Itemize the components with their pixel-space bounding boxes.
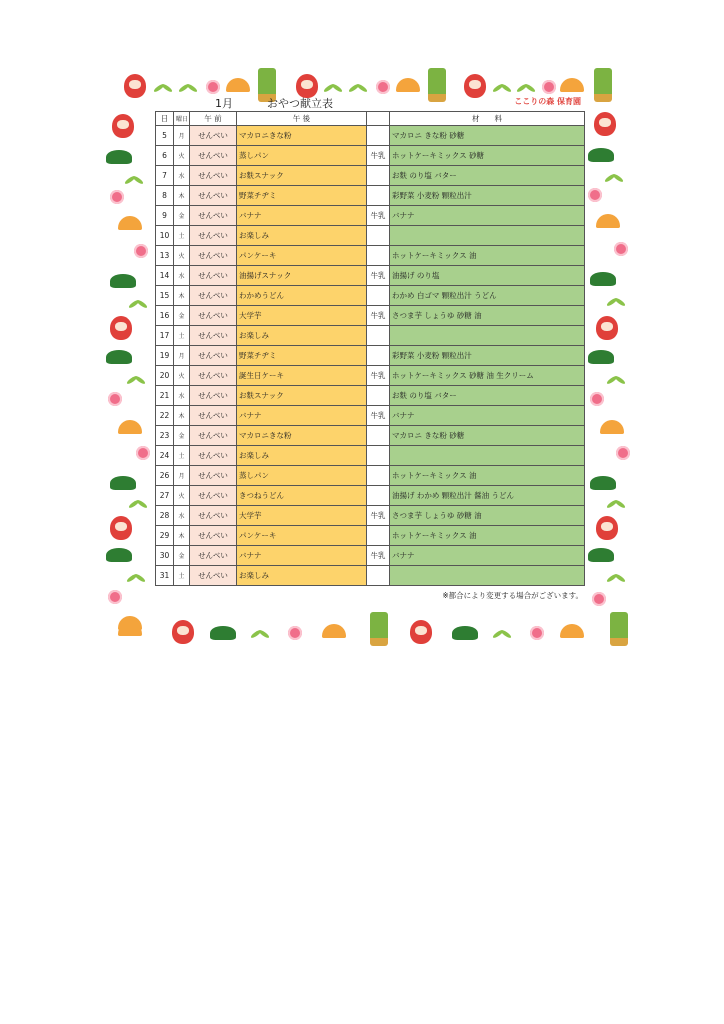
plum-blossom-icon <box>588 188 602 202</box>
date-cell: 31 <box>156 566 174 586</box>
plum-blossom-icon <box>592 592 606 606</box>
date-cell: 13 <box>156 246 174 266</box>
morning-snack-cell: せんべい <box>190 406 237 426</box>
date-cell: 26 <box>156 466 174 486</box>
date-cell: 21 <box>156 386 174 406</box>
kadomatsu-icon <box>610 612 628 646</box>
table-row <box>156 506 585 526</box>
table-row <box>156 466 585 486</box>
drink-cell <box>367 126 390 146</box>
daruma-icon <box>124 74 146 98</box>
plum-blossom-icon <box>614 242 628 256</box>
day-of-week-cell: 土 <box>174 326 190 346</box>
day-of-week-cell: 木 <box>174 186 190 206</box>
daruma-icon <box>594 112 616 136</box>
morning-snack-cell: せんべい <box>190 366 237 386</box>
drink-cell <box>367 286 390 306</box>
morning-snack-cell: せんべい <box>190 166 237 186</box>
pine-icon <box>590 272 616 286</box>
morning-snack-cell: せんべい <box>190 526 237 546</box>
folding-fan-icon <box>226 78 250 92</box>
date-cell: 14 <box>156 266 174 286</box>
day-of-week-cell: 火 <box>174 146 190 166</box>
day-of-week-cell: 金 <box>174 426 190 446</box>
drink-cell: 牛乳 <box>367 206 390 226</box>
materials-cell: さつま芋 しょうゆ 砂糖 油 <box>390 506 585 526</box>
afternoon-snack-cell: マカロニきな粉 <box>237 426 367 446</box>
afternoon-snack-cell: バナナ <box>237 206 367 226</box>
folding-fan-icon <box>322 624 346 638</box>
day-of-week-cell: 火 <box>174 366 190 386</box>
materials-cell: 油揚げ のり塩 <box>390 266 585 286</box>
afternoon-snack-cell: お麩スナック <box>237 386 367 406</box>
pine-icon <box>588 148 614 162</box>
materials-cell <box>390 226 585 246</box>
drink-cell <box>367 446 390 466</box>
plum-blossom-icon <box>136 446 150 460</box>
date-cell: 23 <box>156 426 174 446</box>
table-row <box>156 486 585 506</box>
header-date: 日 <box>156 112 174 126</box>
pine-icon <box>110 476 136 490</box>
drink-cell <box>367 466 390 486</box>
day-of-week-cell: 月 <box>174 126 190 146</box>
plum-blossom-icon <box>542 80 556 94</box>
pine-icon <box>110 274 136 288</box>
morning-snack-cell: せんべい <box>190 266 237 286</box>
day-of-week-cell: 金 <box>174 206 190 226</box>
folding-fan-icon <box>396 78 420 92</box>
bamboo-leaf-icon <box>128 496 148 512</box>
bamboo-leaf-icon <box>126 570 146 586</box>
morning-snack-cell: せんべい <box>190 506 237 526</box>
morning-snack-cell: せんべい <box>190 306 237 326</box>
morning-snack-cell: せんべい <box>190 566 237 586</box>
bamboo-leaf-icon <box>126 372 146 388</box>
morning-snack-cell: せんべい <box>190 466 237 486</box>
folding-fan-icon <box>560 624 584 638</box>
plum-blossom-icon <box>108 392 122 406</box>
table-row <box>156 146 585 166</box>
afternoon-snack-cell: お楽しみ <box>237 226 367 246</box>
date-cell: 28 <box>156 506 174 526</box>
day-of-week-cell: 水 <box>174 506 190 526</box>
pine-icon <box>106 150 132 164</box>
morning-snack-cell: せんべい <box>190 386 237 406</box>
title-row <box>155 94 585 111</box>
drink-cell <box>367 386 390 406</box>
drink-cell <box>367 566 390 586</box>
pine-icon <box>106 350 132 364</box>
materials-cell: マカロニ きな粉 砂糖 <box>390 126 585 146</box>
plum-blossom-icon <box>134 244 148 258</box>
afternoon-snack-cell: 誕生日ケーキ <box>237 366 367 386</box>
daruma-icon <box>596 516 618 540</box>
day-of-week-cell: 水 <box>174 166 190 186</box>
table-row <box>156 406 585 426</box>
afternoon-snack-cell: 大学芋 <box>237 506 367 526</box>
afternoon-snack-cell: バナナ <box>237 406 367 426</box>
drink-cell: 牛乳 <box>367 366 390 386</box>
page-title: おやつ献立表 <box>267 97 333 110</box>
snack-menu-table <box>155 111 585 586</box>
date-cell: 20 <box>156 366 174 386</box>
materials-cell <box>390 566 585 586</box>
pine-icon <box>588 350 614 364</box>
drink-cell <box>367 486 390 506</box>
materials-cell: ホットケーキミックス 油 <box>390 246 585 266</box>
afternoon-snack-cell: お楽しみ <box>237 566 367 586</box>
drink-cell <box>367 166 390 186</box>
materials-cell: ホットケーキミックス 油 <box>390 526 585 546</box>
table-row <box>156 546 585 566</box>
drink-cell: 牛乳 <box>367 306 390 326</box>
materials-cell: お麩 のり塩 バター <box>390 386 585 406</box>
materials-cell: バナナ <box>390 546 585 566</box>
morning-snack-cell: せんべい <box>190 446 237 466</box>
date-cell: 10 <box>156 226 174 246</box>
date-cell: 7 <box>156 166 174 186</box>
day-of-week-cell: 木 <box>174 406 190 426</box>
plum-blossom-icon <box>288 626 302 640</box>
plum-blossom-icon <box>616 446 630 460</box>
bamboo-leaf-icon <box>606 372 626 388</box>
plum-blossom-icon <box>590 392 604 406</box>
materials-cell: バナナ <box>390 406 585 426</box>
plum-blossom-icon <box>110 190 124 204</box>
table-row <box>156 426 585 446</box>
drink-cell <box>367 526 390 546</box>
table-row <box>156 306 585 326</box>
day-of-week-cell: 金 <box>174 546 190 566</box>
snack-menu-sheet <box>155 94 585 601</box>
date-cell: 5 <box>156 126 174 146</box>
drink-cell <box>367 326 390 346</box>
date-cell: 29 <box>156 526 174 546</box>
nursery-logo: ここりの森 保育園 <box>514 97 581 106</box>
daruma-icon <box>112 114 134 138</box>
morning-snack-cell: せんべい <box>190 226 237 246</box>
materials-cell: バナナ <box>390 206 585 226</box>
morning-snack-cell: せんべい <box>190 146 237 166</box>
materials-cell: ホットケーキミックス 砂糖 油 生クリーム <box>390 366 585 386</box>
morning-snack-cell: せんべい <box>190 486 237 506</box>
day-of-week-cell: 土 <box>174 566 190 586</box>
afternoon-snack-cell: マカロニきな粉 <box>237 126 367 146</box>
morning-snack-cell: せんべい <box>190 426 237 446</box>
drink-cell <box>367 426 390 446</box>
date-cell: 6 <box>156 146 174 166</box>
materials-cell: お麩 のり塩 バター <box>390 166 585 186</box>
afternoon-snack-cell: 蒸しパン <box>237 466 367 486</box>
afternoon-snack-cell: パンケーキ <box>237 526 367 546</box>
table-row <box>156 186 585 206</box>
header-materials: 材 料 <box>390 112 585 126</box>
drink-cell <box>367 226 390 246</box>
date-cell: 27 <box>156 486 174 506</box>
date-cell: 16 <box>156 306 174 326</box>
day-of-week-cell: 木 <box>174 286 190 306</box>
folding-fan-icon <box>118 420 142 434</box>
date-cell: 30 <box>156 546 174 566</box>
table-row <box>156 246 585 266</box>
materials-cell: ホットケーキミックス 油 <box>390 466 585 486</box>
afternoon-snack-cell: 野菜チヂミ <box>237 186 367 206</box>
pine-icon <box>590 476 616 490</box>
table-row <box>156 226 585 246</box>
bamboo-leaf-icon <box>606 496 626 512</box>
bamboo-leaf-icon <box>606 570 626 586</box>
date-cell: 22 <box>156 406 174 426</box>
afternoon-snack-cell: きつねうどん <box>237 486 367 506</box>
plum-blossom-icon <box>206 80 220 94</box>
table-row <box>156 346 585 366</box>
plum-blossom-icon <box>376 80 390 94</box>
afternoon-snack-cell: パンケーキ <box>237 246 367 266</box>
folding-fan-icon <box>118 216 142 230</box>
date-cell: 9 <box>156 206 174 226</box>
morning-snack-cell: せんべい <box>190 126 237 146</box>
table-row <box>156 126 585 146</box>
drink-cell: 牛乳 <box>367 406 390 426</box>
morning-snack-cell: せんべい <box>190 546 237 566</box>
materials-cell: わかめ 白ゴマ 顆粒出汁 うどん <box>390 286 585 306</box>
folding-fan-icon <box>560 78 584 92</box>
drink-cell: 牛乳 <box>367 146 390 166</box>
pine-icon <box>106 548 132 562</box>
bamboo-leaf-icon <box>604 170 624 186</box>
bamboo-leaf-icon <box>128 296 148 312</box>
table-row <box>156 266 585 286</box>
kadomatsu-icon <box>594 68 612 102</box>
morning-snack-cell: せんべい <box>190 346 237 366</box>
change-notice: ※都合により変更する場合がございます。 <box>442 591 583 600</box>
date-cell: 24 <box>156 446 174 466</box>
day-of-week-cell: 金 <box>174 306 190 326</box>
drink-cell <box>367 246 390 266</box>
day-of-week-cell: 土 <box>174 226 190 246</box>
morning-snack-cell: せんべい <box>190 326 237 346</box>
afternoon-snack-cell: 油揚げスナック <box>237 266 367 286</box>
afternoon-snack-cell: お楽しみ <box>237 446 367 466</box>
daruma-icon <box>410 620 432 644</box>
afternoon-snack-cell: お麩スナック <box>237 166 367 186</box>
drink-cell: 牛乳 <box>367 266 390 286</box>
afternoon-snack-cell: バナナ <box>237 546 367 566</box>
morning-snack-cell: せんべい <box>190 206 237 226</box>
pine-icon <box>210 626 236 640</box>
materials-cell: 彩野菜 小麦粉 顆粒出汁 <box>390 346 585 366</box>
afternoon-snack-cell: 大学芋 <box>237 306 367 326</box>
day-of-week-cell: 水 <box>174 266 190 286</box>
date-cell: 17 <box>156 326 174 346</box>
afternoon-snack-cell: 蒸しパン <box>237 146 367 166</box>
materials-cell <box>390 446 585 466</box>
header-afternoon: 午 後 <box>237 112 367 126</box>
table-header-row <box>156 112 585 126</box>
header-morning: 午 前 <box>190 112 237 126</box>
drink-cell <box>367 346 390 366</box>
drink-cell: 牛乳 <box>367 546 390 566</box>
materials-cell: 彩野菜 小麦粉 顆粒出汁 <box>390 186 585 206</box>
bamboo-leaf-icon <box>250 626 270 642</box>
table-row <box>156 446 585 466</box>
day-of-week-cell: 火 <box>174 486 190 506</box>
kadomatsu-icon <box>370 612 388 646</box>
table-row <box>156 326 585 346</box>
pine-icon <box>452 626 478 640</box>
bamboo-leaf-icon <box>124 172 144 188</box>
header-day-of-week: 曜日 <box>174 112 190 126</box>
date-cell: 8 <box>156 186 174 206</box>
morning-snack-cell: せんべい <box>190 286 237 306</box>
daruma-icon <box>110 516 132 540</box>
afternoon-snack-cell: お楽しみ <box>237 326 367 346</box>
drink-cell: 牛乳 <box>367 506 390 526</box>
table-row <box>156 566 585 586</box>
day-of-week-cell: 月 <box>174 346 190 366</box>
table-row <box>156 386 585 406</box>
folding-fan-icon <box>600 420 624 434</box>
bamboo-leaf-icon <box>492 626 512 642</box>
table-row <box>156 366 585 386</box>
month-label: 1月 <box>215 97 233 110</box>
morning-snack-cell: せんべい <box>190 246 237 266</box>
date-cell: 15 <box>156 286 174 306</box>
folding-fan-icon <box>596 214 620 228</box>
pine-icon <box>588 548 614 562</box>
date-cell: 19 <box>156 346 174 366</box>
materials-cell: マカロニ きな粉 砂糖 <box>390 426 585 446</box>
day-of-week-cell: 水 <box>174 386 190 406</box>
daruma-icon <box>596 316 618 340</box>
plum-blossom-icon <box>108 590 122 604</box>
afternoon-snack-cell: 野菜チヂミ <box>237 346 367 366</box>
table-row <box>156 286 585 306</box>
table-body <box>156 126 585 586</box>
day-of-week-cell: 土 <box>174 446 190 466</box>
day-of-week-cell: 木 <box>174 526 190 546</box>
daruma-icon <box>110 316 132 340</box>
bamboo-leaf-icon <box>606 294 626 310</box>
materials-cell: さつま芋 しょうゆ 砂糖 油 <box>390 306 585 326</box>
table-row <box>156 166 585 186</box>
header-drink <box>367 112 390 126</box>
drink-cell <box>367 186 390 206</box>
daruma-icon <box>172 620 194 644</box>
table-row <box>156 206 585 226</box>
day-of-week-cell: 月 <box>174 466 190 486</box>
materials-cell: 油揚げ わかめ 顆粒出汁 醤油 うどん <box>390 486 585 506</box>
day-of-week-cell: 火 <box>174 246 190 266</box>
table-row <box>156 526 585 546</box>
materials-cell <box>390 326 585 346</box>
plum-blossom-icon <box>530 626 544 640</box>
materials-cell: ホットケーキミックス 砂糖 <box>390 146 585 166</box>
afternoon-snack-cell: わかめうどん <box>237 286 367 306</box>
morning-snack-cell: せんべい <box>190 186 237 206</box>
